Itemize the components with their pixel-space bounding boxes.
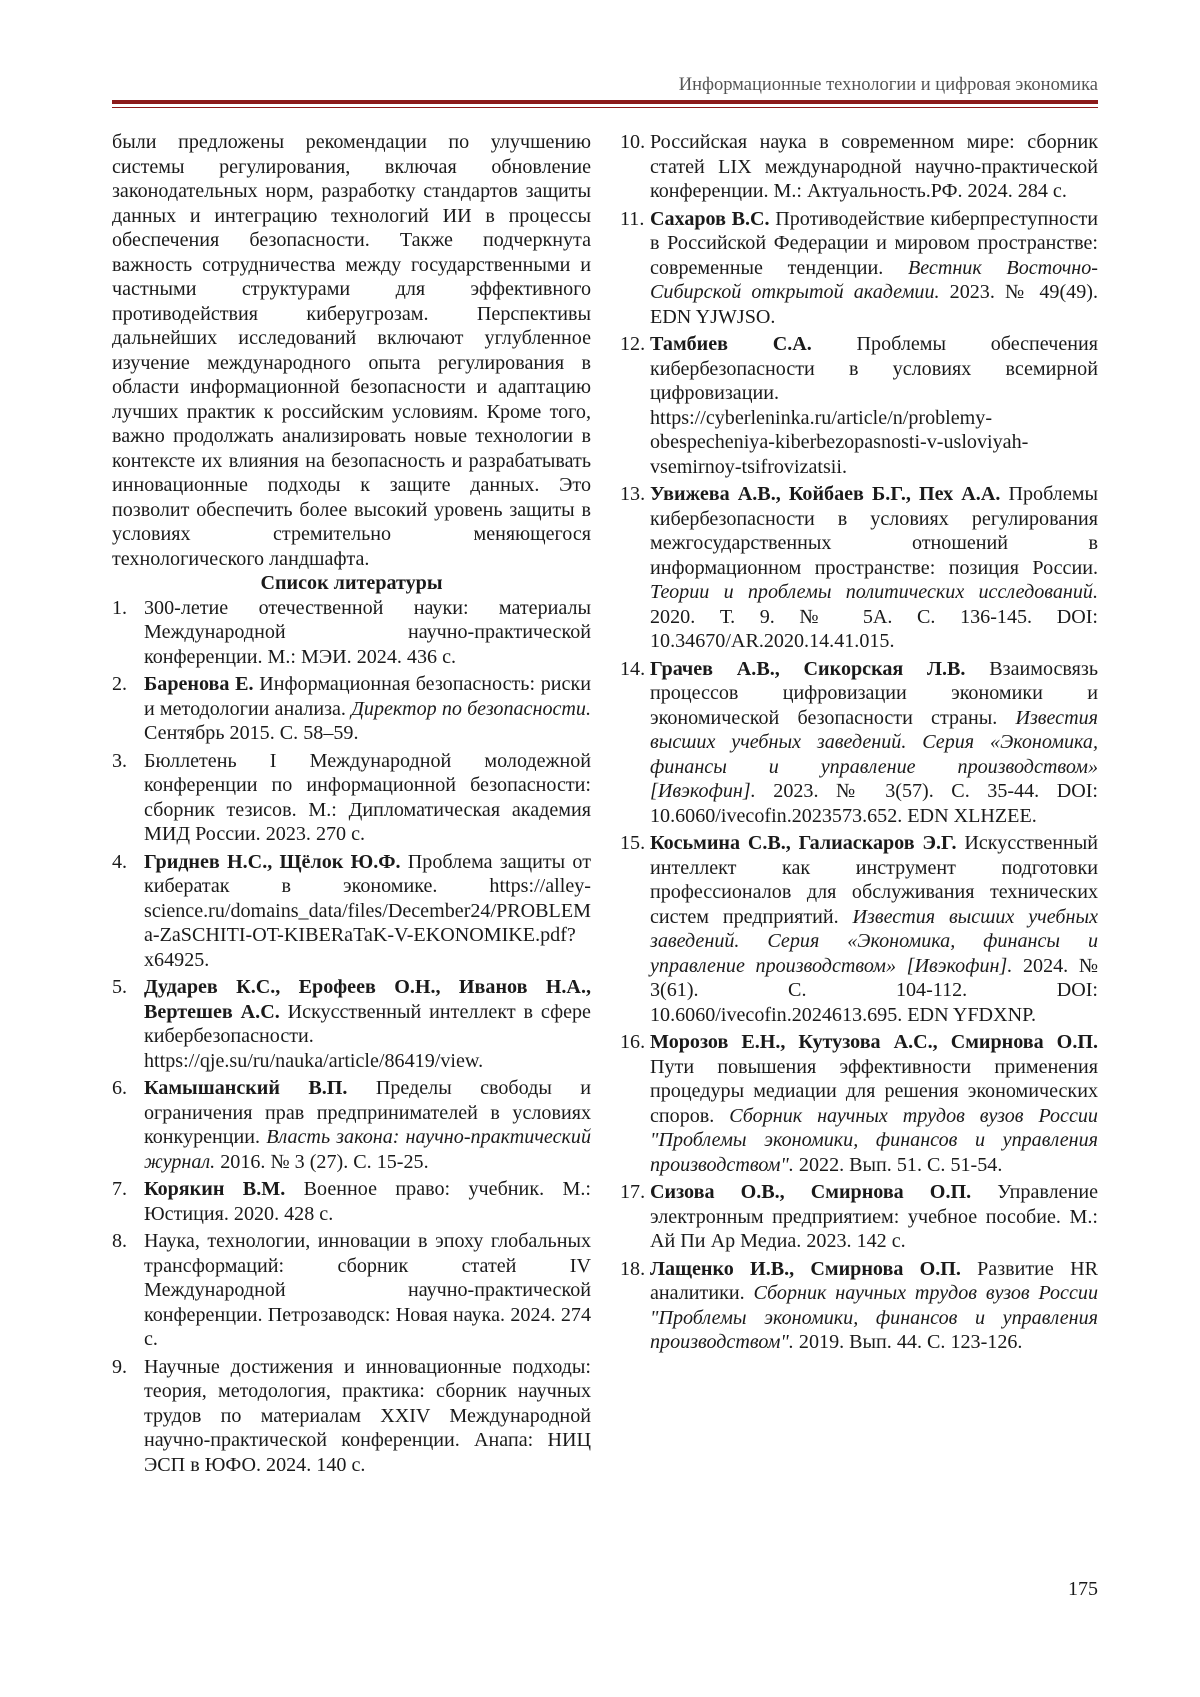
reference-title: Проблемы кибербезопасности в условиях регулирования межгосударственных отношений в информационном пространстве: позиция России.: [650, 483, 1098, 579]
reference-authors: Сизова О.В., Смирнова О.П.: [650, 1181, 972, 1203]
reference-text: [144, 672, 591, 746]
reference-title: Взаимосвязь процессов цифровизации экономики и экономической безопасности страны.: [650, 657, 1098, 729]
reference-details: 2020. Т. 9. № 5А. С. 136-145. DOI: 10.34670/AR.2020.14.41.015.: [650, 605, 1098, 652]
reference-item: [620, 1180, 1098, 1254]
reference-title: Пути повышения эффективности применения процедуры медиации для решения экономических споров.: [650, 1055, 1098, 1127]
reference-item: [620, 207, 1098, 330]
reference-item: [112, 596, 591, 670]
reference-item: [112, 749, 591, 847]
reference-list-right: [620, 130, 1098, 1355]
reference-title: Научные достижения и инновационные подходы: теория, методология, практика: сборник научных трудов по материалам XXIV Международной научно-практической конференции. Анапа: НИЦ ЭСП в ЮФО. 2024. 140 с.: [144, 1355, 591, 1476]
reference-text: [144, 975, 591, 1073]
page-number: 175: [1068, 1578, 1098, 1600]
reference-number: 9.: [112, 1355, 128, 1378]
reference-item: [620, 130, 1098, 204]
left-column: [112, 130, 591, 1480]
reference-title: Проблемы обеспечения кибербезопасности в условиях всемирной цифровизации. https://cyberleninka.ru/article/n/problemy-obespecheniya-kiberbezopasnosti-v-usloviyah-vsemirnoy-tsifrovizatsii.: [650, 333, 1098, 478]
reference-text: [144, 850, 591, 973]
reference-authors: Тамбиев С.А.: [650, 333, 812, 355]
reference-details: 2024. № 3(61). С. 104-112. DOI: 10.6060/ivecofin.2024613.695. EDN YFDXNP.: [650, 954, 1098, 1026]
reference-text: [144, 1076, 591, 1174]
references-heading: Список литературы: [260, 572, 443, 594]
reference-text: [650, 1180, 1098, 1254]
reference-item: [620, 831, 1098, 1027]
reference-authors: Баренова Е.: [144, 673, 254, 695]
reference-item: [620, 332, 1098, 479]
reference-details: 2019. Вып. 44. С. 123-126.: [798, 1331, 1023, 1353]
reference-title: Бюллетень I Международной молодежной конференции по информационной безопасности: сборник тезисов. М.: Дипломатическая академия МИД России. 2023. 270 с.: [144, 749, 591, 845]
reference-text: [650, 482, 1098, 654]
reference-title: Развитие HR аналитики.: [650, 1257, 1098, 1304]
reference-number: 18.: [620, 1257, 646, 1280]
reference-item: [620, 1030, 1098, 1177]
reference-text: [650, 130, 1098, 204]
reference-text: [650, 831, 1098, 1027]
reference-item: [112, 975, 591, 1073]
reference-number: 3.: [112, 749, 128, 772]
reference-number: 7.: [112, 1178, 128, 1200]
reference-title: Проблема защиты от кибератак в экономике. https://alley-science.ru/domains_data/files/December24/PROBLEMa-ZaSCHITI-OT-KIBERaTaK-V-EKONOMIKE.pdf?x64925.: [144, 850, 591, 971]
reference-authors: Дударев К.С., Ерофеев О.Н., Иванов Н.А., Вертешев А.С.: [144, 976, 591, 1023]
reference-item: [112, 1076, 591, 1174]
reference-title: Пределы свободы и ограничения прав предпринимателей в условиях конкуренции.: [144, 1077, 591, 1148]
reference-title: Управление электронным предприятием: учебное пособие. М.: Ай Пи Ар Медиа. 2023. 142 с.: [650, 1181, 1098, 1252]
reference-source: Сборник научных трудов вузов России "Проблемы экономики, финансов и управления производством".: [650, 1104, 1098, 1176]
reference-source: Власть закона: научно-практический журнал.: [144, 1126, 592, 1173]
reference-number: 5.: [112, 976, 128, 998]
reference-list-left: [112, 596, 591, 1478]
reference-number: 15.: [620, 832, 646, 854]
reference-text: [144, 1355, 591, 1478]
reference-authors: Косьмина С.В., Галиаскаров Э.Г.: [650, 832, 957, 854]
reference-text: [144, 749, 591, 847]
reference-title: Противодействие киберпреступности в Российской Федерации и мировом пространстве: современные тенденции.: [650, 207, 1098, 279]
header-rule-thin: [112, 107, 1098, 108]
reference-source: Директор по безопасности.: [351, 697, 591, 720]
reference-authors: Сахаров В.С.: [650, 207, 770, 230]
reference-number: 16.: [620, 1031, 646, 1053]
reference-source: Известия высших учебных заведений. Серия «Экономика, финансы и управление производством» [Ивэкофин].: [650, 905, 1098, 977]
reference-authors: Гриднев Н.С., Щёлок Ю.Ф.: [144, 850, 401, 873]
reference-title: Российская наука в современном мире: сборник статей LIX международной научно-практической конференции. М.: Актуальность.РФ. 2024. 284 с.: [650, 131, 1098, 202]
header-rule-thick: [112, 100, 1098, 104]
intro-paragraph: были предложены рекомендации по улучшению системы регулирования, включая обновление законодательных норм, разработку стандартов защиты данных и интеграцию технологий ИИ в процессы обеспечения безопасности. Также подчеркнута важность сотрудничества между государственными и частными структурами для эффективного противодействия киберугрозам. Перспективы дальнейших исследований включают углубленное изучение международного опыта регулирования в области информационной безопасности и адаптацию лучших практик к российским условиям. Кроме того, важно продолжать анализировать новые технологии в контексте их влияния на безопасность и разрабатывать инновационные подходы к защите данных. Это позволит обеспечить более высокий уровень защиты в условиях стремительно меняющегося технологического ландшафта.: [112, 131, 591, 570]
reference-details: 2022. Вып. 51. С. 51-54.: [798, 1153, 1003, 1176]
reference-item: [112, 1177, 591, 1226]
reference-number: 2.: [112, 673, 128, 695]
reference-item: [112, 1229, 591, 1352]
reference-number: 10.: [620, 131, 646, 153]
reference-number: 4.: [112, 850, 128, 873]
reference-item: [620, 1257, 1098, 1355]
reference-number: 17.: [620, 1181, 646, 1203]
reference-source: Сборник научных трудов вузов России "Проблемы экономики, финансов и управления производством".: [650, 1282, 1098, 1353]
reference-number: 11.: [620, 207, 645, 230]
reference-number: 8.: [112, 1230, 128, 1252]
reference-text: [144, 1177, 591, 1226]
reference-item: [112, 1355, 591, 1478]
reference-title: 300-летие отечественной науки: материалы Международной научно-практической конференции. М.: МЭИ. 2024. 436 с.: [144, 596, 591, 668]
reference-details: 2016. № 3 (27). С. 15-25.: [220, 1150, 429, 1173]
reference-source: Теории и проблемы политических исследований.: [650, 581, 1098, 603]
reference-title: Военное право: учебник. М.: Юстиция. 2020. 428 с.: [144, 1178, 591, 1225]
reference-text: [650, 1030, 1098, 1177]
reference-title: Искусственный интеллект в сфере кибербезопасности. https://qje.su/ru/nauka/article/86419/view.: [144, 1000, 591, 1072]
reference-number: 12.: [620, 333, 646, 355]
reference-authors: Лащенко И.В., Смирнова О.П.: [650, 1257, 961, 1280]
reference-text: [650, 207, 1098, 330]
reference-item: [112, 672, 591, 746]
right-column: [620, 130, 1098, 1358]
reference-number: 13.: [620, 483, 646, 505]
reference-item: [112, 850, 591, 973]
reference-authors: Камышанский В.П.: [144, 1077, 348, 1099]
reference-details: 2023. № 49(49). EDN YJWJSO.: [650, 281, 1098, 328]
reference-text: [650, 1257, 1098, 1355]
reference-number: 1.: [112, 596, 128, 619]
reference-text: [144, 1229, 591, 1352]
reference-source: Известия высших учебных заведений. Серия «Экономика, финансы и управление производством» [Ивэкофин].: [650, 706, 1098, 802]
reference-item: [620, 657, 1098, 829]
reference-details: 2023. № 3(57). С. 35-44. DOI: 10.6060/ivecofin.2023573.652. EDN XLHZEE.: [650, 780, 1099, 827]
reference-title: Искусственный интеллект как инструмент подготовки профессионалов для обслуживания технических систем предприятий.: [650, 832, 1098, 928]
reference-authors: Корякин В.М.: [144, 1178, 286, 1200]
reference-authors: Грачев А.В., Сикорская Л.В.: [650, 657, 966, 680]
reference-title: Наука, технологии, инновации в эпоху глобальных трансформаций: сборник статей IV Международной научно-практической конференции. Петрозаводск: Новая наука. 2024. 274 с.: [144, 1230, 591, 1350]
reference-source: Вестник Восточно-Сибирской открытой академии.: [650, 256, 1099, 303]
reference-title: Информационная безопасность: риски и методологии анализа.: [144, 673, 591, 720]
reference-text: [650, 332, 1098, 479]
reference-details: Сентябрь 2015. С. 58–59.: [144, 722, 359, 744]
reference-authors: Морозов Е.Н., Кутузова А.С., Смирнова О.П.: [650, 1031, 1098, 1053]
reference-number: 6.: [112, 1077, 128, 1099]
reference-text: [650, 657, 1098, 829]
reference-item: [620, 482, 1098, 654]
reference-authors: Увижева А.В., Койбаев Б.Г., Пех А.А.: [650, 483, 1001, 505]
running-title: Информационные технологии и цифровая экономика: [678, 75, 1098, 95]
reference-text: [144, 596, 591, 670]
reference-number: 14.: [620, 657, 646, 680]
